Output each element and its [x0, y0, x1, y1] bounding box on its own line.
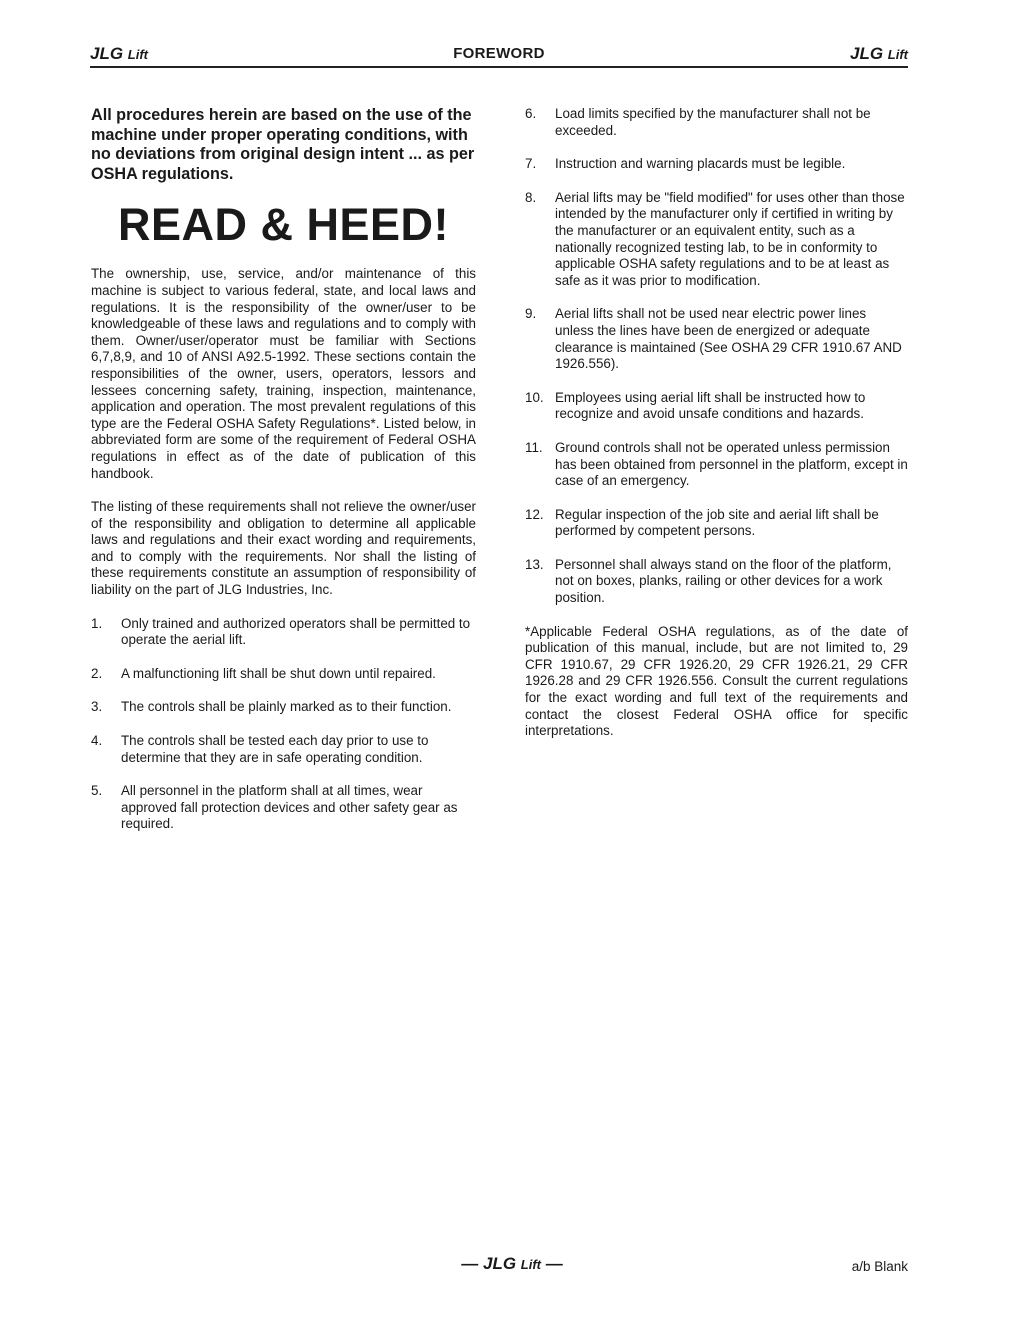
list-item: 8. Aerial lifts may be "field modified" for uses other than those intended by the manufacturer only if certified in writing by the manufacturer or an equivalent entity, such as a nationally recognized testing lab, to be in conformity to applicable OSHA safety regulations and to be at least as safe as it was prior to modification. [525, 189, 905, 288]
header-section-title: FOREWORD [453, 45, 545, 62]
list-item: 7. Instruction and warning placards must be legible. [525, 156, 846, 172]
list-item: 11. Ground controls shall not be operated unless permission has been obtained from personnel in the platform, except in case of an emergency. [525, 439, 908, 489]
header-brand-right: JLG Lift [849, 44, 908, 63]
list-item: 5. All personnel in the platform shall at all times, wear approved fall protection devices and other safety gear as required. [91, 783, 458, 832]
list-item: 12. Regular inspection of the job site and aerial lift shall be performed by competent persons. [525, 506, 879, 539]
ownership-paragraph: The ownership, use, service, and/or maintenance of this machine is subject to various federal, state, and local laws and regulations. It is the responsibility of the owner/user to be knowledgeable of these laws and regulations and to comply with them. Owner/user/operator must be familiar with Sections 6,7,8,9, and 10 of ANSI A92.5-1992. These sections contain the responsibilities of the owner, users, operators, lessors and lessees concerning safety, training, inspection, maintenance, application and operation. The most prevalent regulations of this type are the Federal OSHA Safety Regulations*. Listed below, in abbreviated form are some of the requirement of Federal OSHA regulations in effect as of the date of publication of this handbook. [91, 266, 476, 481]
intro-statement: All procedures herein are based on the use of the machine under proper operating conditions, with no deviations from original design intent ... as per OSHA regulations. [91, 106, 475, 183]
right-column [525, 106, 908, 740]
page-number-label: a/b Blank [851, 1259, 908, 1274]
requirements-list-right [525, 106, 908, 607]
header-brand-left: JLG Lift [90, 44, 149, 63]
list-item: 1. Only trained and authorized operators shall be permitted to operate the aerial lift. [91, 615, 471, 648]
left-column [91, 106, 476, 850]
osha-footnote: *Applicable Federal OSHA regulations, as of the date of publication of this manual, include, but are not limited to, 29 CFR 1910.67, 29 CFR 1926.20, 29 CFR 1926.21, 29 CFR 1926.28 and 29 CFR 1926.556. Consult the current regulations for the exact wording and full text of the requirements and contact the closest Federal OSHA office for specific interpretations. [525, 623, 908, 739]
requirements-list-left [91, 616, 476, 833]
list-item: 2. A malfunctioning lift shall be shut down until repaired. [91, 665, 436, 681]
list-item: 4. The controls shall be tested each day prior to use to determine that they are in safe operating condition. [91, 733, 429, 765]
list-item: 13. Personnel shall always stand on the floor of the platform, not on boxes, planks, railing or other devices for a work position. [525, 556, 892, 606]
footer-brand: — JLG Lift — [461, 1254, 563, 1273]
list-item: 3. The controls shall be plainly marked as to their function. [91, 699, 452, 715]
list-item: 10. Employees using aerial lift shall be instructed how to recognize and avoid unsafe conditions and hazards. [525, 389, 866, 422]
list-item: 6. Load limits specified by the manufacturer shall not be exceeded. [525, 106, 871, 138]
listing-paragraph: The listing of these requirements shall not relieve the owner/user of the responsibility and obligation to determine all applicable laws and regulations and their exact wording and requirements, and to comply with the requirements. Nor shall the listing of these requirements constitute an assumption of responsibility of liability on the part of JLG Industries, Inc. [91, 499, 476, 598]
list-item: 9. Aerial lifts shall not be used near electric power lines unless the lines have been de energized or adequate clearance is maintained (See OSHA 29 CFR 1910.67 AND 1926.556). [525, 306, 902, 372]
read-and-heed-title: READ & HEED! [117, 199, 450, 251]
page-header [90, 42, 908, 68]
